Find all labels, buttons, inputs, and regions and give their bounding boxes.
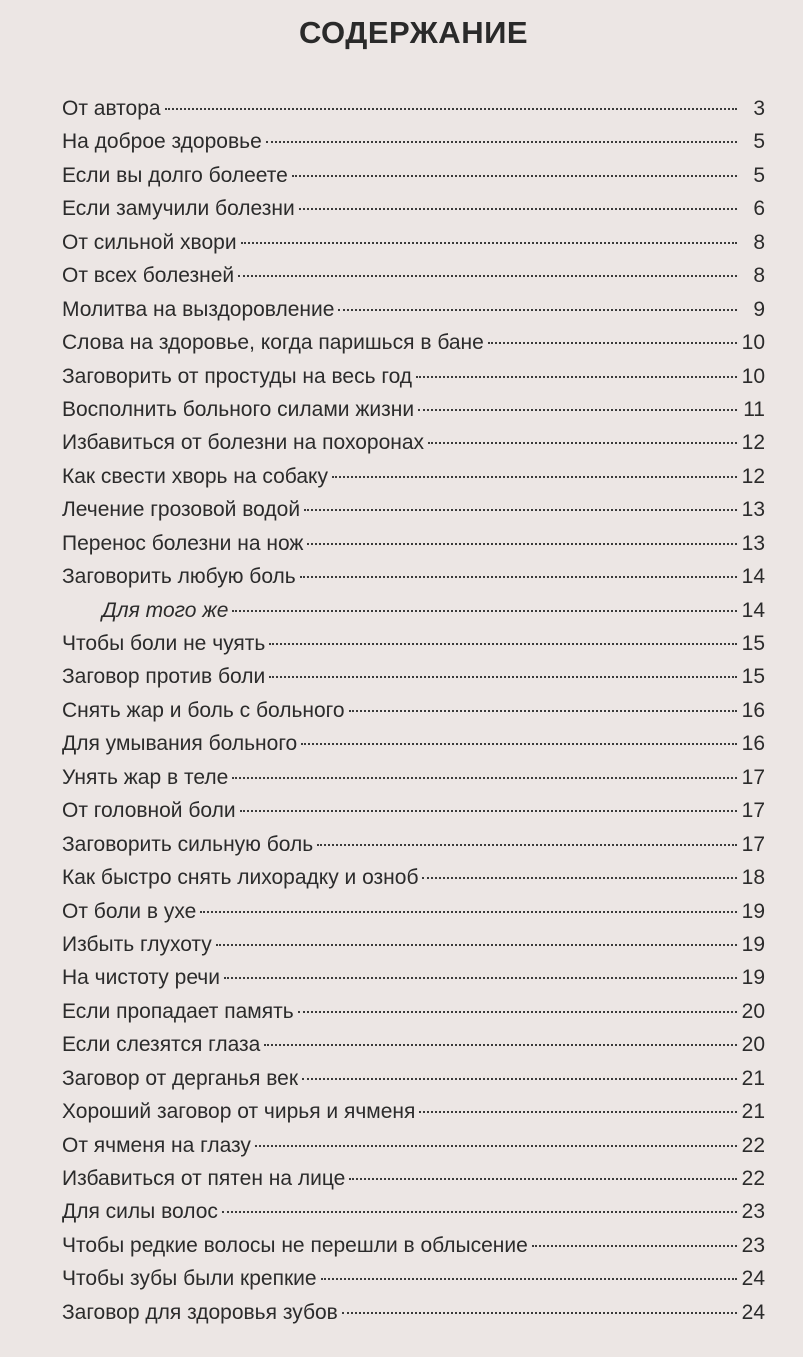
toc-entry — [62, 560, 765, 593]
dot-leader — [307, 543, 737, 545]
dot-leader — [240, 810, 737, 812]
toc-entry — [62, 493, 765, 526]
dot-leader — [332, 476, 737, 478]
toc-entry — [62, 627, 765, 660]
dot-leader — [302, 1078, 737, 1080]
dot-leader — [532, 1245, 737, 1247]
toc-entry — [62, 125, 765, 158]
dot-leader — [238, 275, 737, 277]
toc-entry-title: Для того же — [102, 598, 229, 622]
toc-entry-page: 15 — [741, 665, 765, 689]
dot-leader — [321, 1278, 737, 1280]
toc-entry-page: 15 — [741, 632, 765, 655]
toc-entry-title: Чтобы боли не чуять — [62, 632, 266, 655]
toc-entry-page: 8 — [753, 230, 765, 254]
toc-entry — [62, 192, 765, 225]
toc-entry-page: 16 — [741, 698, 765, 722]
dot-leader — [241, 242, 737, 244]
dot-leader — [416, 376, 737, 378]
toc-entry — [62, 594, 765, 627]
toc-entry-title: От сильной хвори — [62, 230, 237, 254]
dot-leader — [165, 108, 737, 110]
toc-entry — [62, 426, 765, 459]
toc-entry-page: 19 — [741, 899, 765, 923]
toc-entry-page: 14 — [741, 598, 765, 622]
toc-entry-title: Молитва на выздоровление — [62, 297, 335, 321]
toc-entry-title: От головной боли — [62, 799, 236, 823]
toc-entry-page: 21 — [741, 1066, 765, 1090]
toc-entry-title: От боли в ухе — [62, 899, 197, 923]
toc-entry-title: Заговорить от простуды на весь год — [62, 364, 413, 388]
toc-entry-page: 23 — [741, 1233, 765, 1257]
dot-leader — [255, 1145, 737, 1147]
toc-entry-page: 8 — [753, 264, 765, 288]
toc-entry — [62, 761, 765, 794]
dot-leader — [216, 944, 737, 946]
toc-entry-title: Перенос болезни на нож — [62, 531, 304, 555]
toc-entry-page: 21 — [741, 1100, 765, 1124]
toc-entry — [62, 92, 765, 125]
toc-entry-title: Заговор от дерганья век — [62, 1066, 299, 1090]
toc-entry-title: Хороший заговор от чирья и ячменя — [62, 1100, 416, 1124]
toc-entry — [62, 159, 765, 192]
toc-entry-page: 24 — [741, 1267, 765, 1291]
dot-leader — [349, 1178, 737, 1180]
toc-entry-page: 18 — [741, 866, 765, 890]
toc-entry — [62, 360, 765, 393]
toc-entry-page: 20 — [741, 1033, 765, 1057]
toc-entry-page: 22 — [741, 1167, 765, 1190]
toc-entry — [62, 928, 765, 961]
dot-leader — [304, 509, 737, 511]
toc-entry-title: Заговор против боли — [62, 665, 266, 689]
dot-leader — [232, 610, 737, 612]
page-title: СОДЕРЖАНИЕ — [298, 15, 529, 50]
toc-entry-title: Избавиться от болезни на похоронах — [62, 431, 425, 455]
toc-entry-title: Если слезятся глаза — [62, 1033, 261, 1057]
toc-entry-title: Снять жар и боль с больного — [62, 698, 345, 722]
toc-entry-page: 24 — [741, 1300, 765, 1324]
toc-entry-title: Избыть глухоту — [62, 932, 212, 956]
dot-leader — [300, 576, 737, 578]
dot-leader — [422, 877, 737, 879]
toc-entry-title: От ячменя на глазу — [62, 1133, 251, 1157]
toc-entry-title: Слова на здоровье, когда паришься в бане — [62, 331, 484, 355]
dot-leader — [269, 676, 737, 678]
toc-entry-title: Как быстро снять лихорадку и озноб — [62, 866, 419, 890]
toc-entry-page: 19 — [741, 966, 765, 990]
dot-leader — [292, 175, 737, 177]
toc-entry — [62, 226, 765, 259]
toc-entry — [62, 828, 765, 861]
dot-leader — [419, 1111, 737, 1113]
toc-entry-title: Для умывания больного — [62, 732, 298, 756]
toc-entry-page: 14 — [741, 565, 765, 589]
toc-entry-page: 3 — [753, 97, 765, 120]
dot-leader — [224, 977, 737, 979]
dot-leader — [298, 1011, 737, 1013]
toc-entry-title: Чтобы зубы были крепкие — [62, 1267, 317, 1291]
toc-entry — [62, 1229, 765, 1262]
dot-leader — [299, 208, 737, 210]
toc-entry — [62, 1262, 765, 1295]
dot-leader — [200, 911, 737, 913]
toc-entry-page: 17 — [741, 799, 765, 823]
toc-entry-title: Если вы долго болеете — [62, 163, 288, 187]
toc-entry-title: От всех болезней — [62, 264, 235, 288]
toc-entry — [62, 694, 765, 727]
toc-entry — [62, 1296, 765, 1329]
toc-entry-page: 6 — [753, 197, 765, 221]
dot-leader — [428, 442, 737, 444]
toc-entry-title: Чтобы редкие волосы не перешли в облысение — [62, 1233, 528, 1257]
dot-leader — [264, 1044, 737, 1046]
dot-leader — [232, 777, 737, 779]
toc-entry — [62, 961, 765, 994]
toc-entry-title: На доброе здоровье — [62, 130, 262, 154]
toc-entry — [62, 794, 765, 827]
toc-entry-page: 16 — [741, 732, 765, 756]
toc-entry-page: 10 — [741, 364, 765, 388]
toc-entry — [62, 393, 765, 426]
toc-entry — [62, 1129, 765, 1162]
toc-entry-page: 12 — [741, 431, 765, 455]
toc-entry-page: 20 — [741, 999, 765, 1023]
toc-entry-page: 5 — [753, 130, 765, 154]
toc-entry-page: 5 — [753, 163, 765, 187]
toc-entry — [62, 259, 765, 292]
dot-leader — [317, 844, 737, 846]
dot-leader — [338, 309, 737, 311]
dot-leader — [349, 710, 737, 712]
toc-entry-title: Заговор для здоровья зубов — [62, 1300, 338, 1324]
toc-entry-title: Лечение грозовой водой — [62, 498, 301, 522]
toc-entry-page: 19 — [741, 932, 765, 956]
toc-entry-page: 11 — [743, 397, 765, 421]
toc-entry — [62, 326, 765, 359]
toc-entry — [62, 1028, 765, 1061]
toc-entry — [62, 660, 765, 693]
toc-entry-title: Заговорить сильную боль — [62, 832, 314, 856]
toc-entry — [62, 460, 765, 493]
toc-entry — [62, 1095, 765, 1128]
toc-entry-page: 23 — [741, 1200, 765, 1224]
toc-entry — [62, 895, 765, 928]
toc-entry-page: 17 — [741, 832, 765, 856]
toc-entry — [62, 527, 765, 560]
toc-entry-page: 12 — [741, 464, 765, 488]
toc-entry-page: 10 — [741, 331, 765, 355]
toc-entry — [62, 1195, 765, 1228]
toc-entry — [62, 293, 765, 326]
toc-entry-page: 13 — [741, 498, 765, 522]
toc-entry-title: Избавиться от пятен на лице — [62, 1167, 346, 1190]
toc-entry-title: Унять жар в теле — [62, 765, 229, 789]
toc-entry-title: От автора — [62, 97, 161, 120]
toc-entry — [62, 1162, 765, 1195]
dot-leader — [222, 1211, 737, 1213]
toc-entry-title: Как свести хворь на собаку — [62, 464, 328, 488]
toc-entry-title: Восполнить больного силами жизни — [62, 397, 415, 421]
toc-list — [62, 92, 765, 1329]
toc-entry-title: На чистоту речи — [62, 966, 220, 990]
toc-entry-title: Для силы волос — [62, 1200, 218, 1224]
toc-entry-page: 9 — [753, 297, 765, 321]
dot-leader — [342, 1312, 737, 1314]
toc-entry-page: 17 — [741, 765, 765, 789]
toc-entry — [62, 861, 765, 894]
toc-entry-title: Заговорить любую боль — [62, 565, 296, 589]
toc-entry — [62, 1062, 765, 1095]
toc-entry — [62, 727, 765, 760]
toc-entry-title: Если замучили болезни — [62, 197, 295, 221]
toc-entry-page: 22 — [741, 1133, 765, 1157]
dot-leader — [418, 409, 737, 411]
dot-leader — [266, 141, 737, 143]
toc-entry-page: 13 — [741, 531, 765, 555]
dot-leader — [301, 743, 737, 745]
toc-entry — [62, 995, 765, 1028]
dot-leader — [269, 643, 737, 645]
dot-leader — [488, 342, 737, 344]
toc-entry-title: Если пропадает память — [62, 999, 294, 1023]
